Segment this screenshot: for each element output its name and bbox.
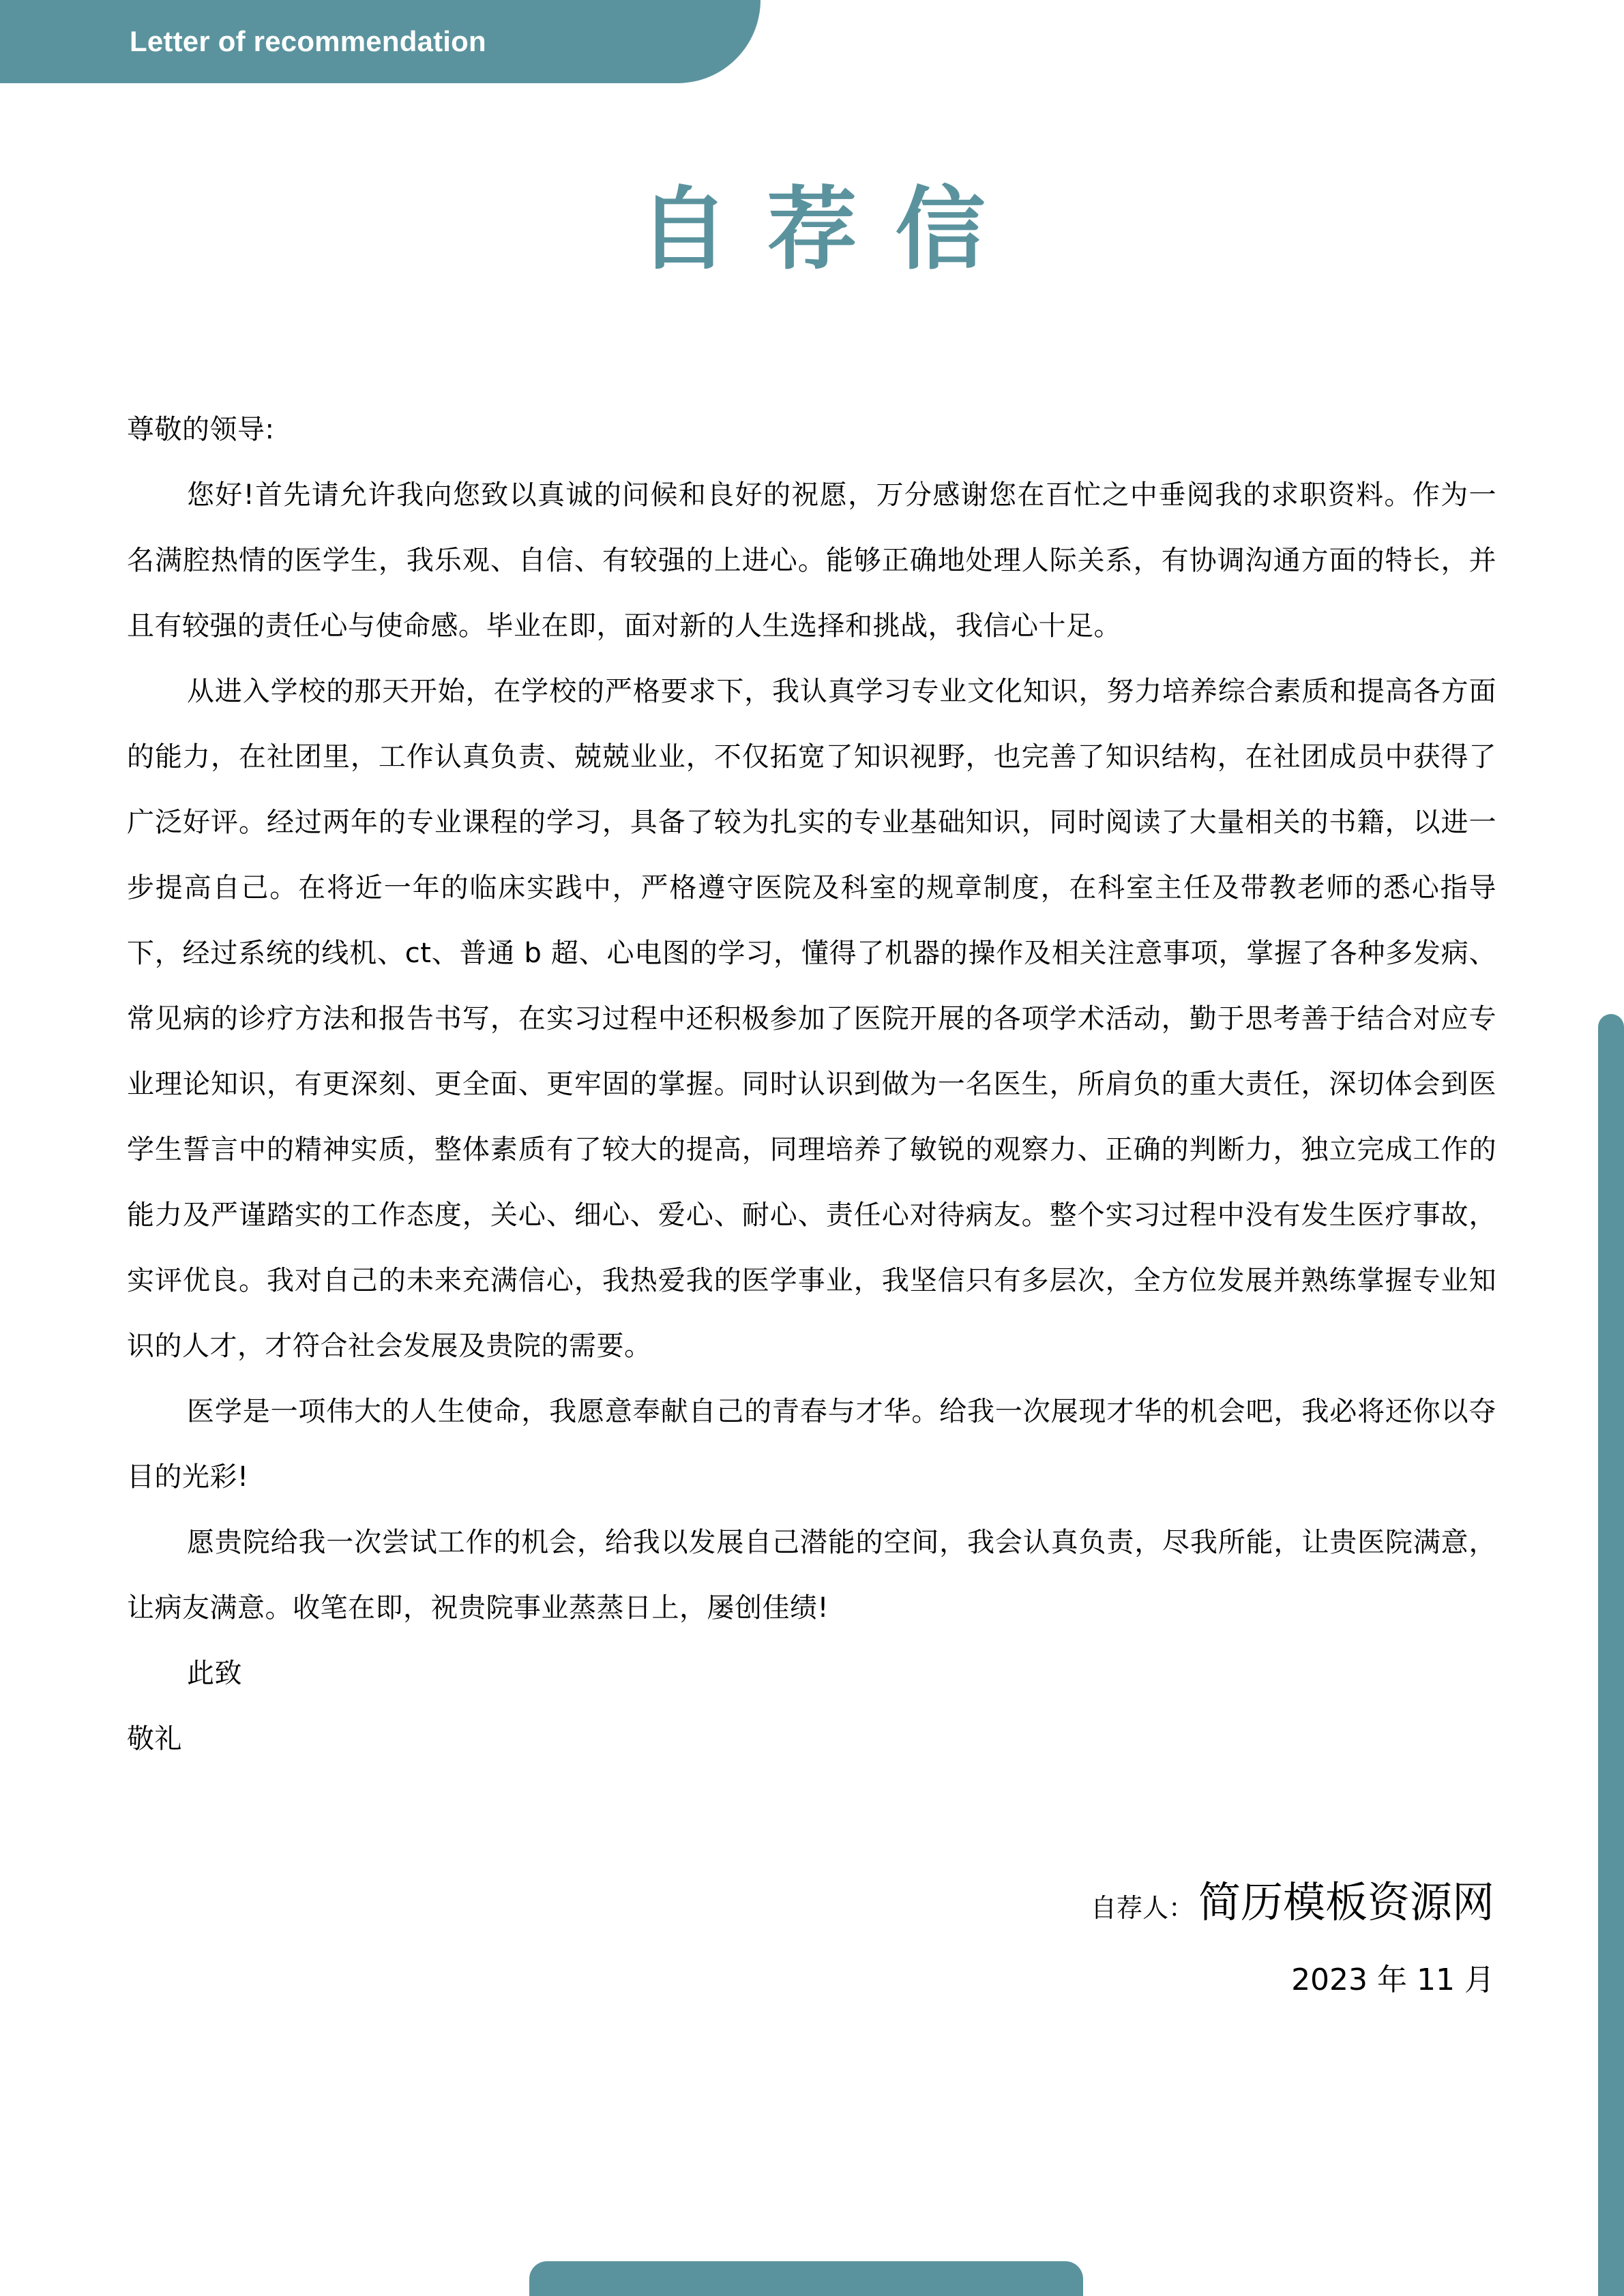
signature-block — [1091, 1868, 1494, 1999]
letter-body — [127, 397, 1496, 1772]
paragraph-2: 从进入学校的那天开始，在学校的严格要求下，我认真学习专业文化知识，努力培养综合素质和提高各方面的能力，在社团里，工作认真负责、兢兢业业，不仅拓宽了知识视野，也完善了知识结构，在社团成员中获得了广泛好评。经过两年的专业课程的学习，具备了较为扎实的专业基础知识，同时阅读了大量相关的书籍，以进一步提高自己。在将近一年的临床实践中，严格遵守医院及科室的规章制度，在科室主任及带教老师的悉心指导下，经过系统的线机、ct、普通 b 超、心电图的学习，懂得了机器的操作及相关注意事项，掌握了各种多发病、常见病的诊疗方法和报告书写，在实习过程中还积极参加了医院开展的各项学术活动，勤于思考善于结合对应专业理论知识，有更深刻、更全面、更牢固的掌握。同时认识到做为一名医生，所肩负的重大责任，深切体会到医学生誓言中的精神实质，整体素质有了较大的提高，同理培养了敏锐的观察力、正确的判断力，独立完成工作的能力及严谨踏实的工作态度，关心、细心、爱心、耐心、责任心对待病友。整个实习过程中没有发生医疗事故，实评优良。我对自己的未来充满信心，我热爱我的医学事业，我坚信只有多层次，全方位发展并熟练掌握专业知识的人才，才符合社会发展及贵院的需要。 — [127, 676, 1496, 1362]
signature-label: 自荐人： — [1090, 1893, 1194, 1923]
salutation: 尊敬的领导: — [127, 414, 275, 445]
page-title: 自荐信 — [638, 177, 1024, 282]
paragraph-4: 愿贵院给我一次尝试工作的机会，给我以发展自己潜能的空间，我会认真负责，尽我所能，让贵医院满意，让病友满意。收笔在即，祝贵院事业蒸蒸日上，屡创佳绩! — [127, 1527, 1496, 1624]
paragraph-1: 您好!首先请允许我向您致以真诚的问候和良好的祝愿，万分感谢您在百忙之中垂阅我的求职资料。作为一名满腔热情的医学生，我乐观、自信、有较强的上进心。能够正确地处理人际关系，有协调沟通方面的特长，并且有较强的责任心与使命感。毕业在即，面对新的人生选择和挑战，我信心十足。 — [127, 479, 1496, 642]
paragraph-3: 医学是一项伟大的人生使命，我愿意奉献自己的青春与才华。给我一次展现才华的机会吧，我必将还你以夺目的光彩! — [127, 1396, 1496, 1493]
signature-row — [1091, 1868, 1494, 1929]
signature-date: 2023 年 11 月 — [1291, 1963, 1494, 1997]
header-banner-label: Letter of recommendation — [130, 25, 486, 57]
right-decorative-bar — [1598, 1014, 1624, 2296]
closing-line-2: 敬礼 — [127, 1723, 182, 1755]
bottom-decorative-bar — [529, 2261, 1083, 2296]
header-banner — [0, 0, 761, 83]
closing-line-1: 此致 — [187, 1658, 242, 1689]
signature-name: 简历模板资源网 — [1198, 1877, 1494, 1927]
